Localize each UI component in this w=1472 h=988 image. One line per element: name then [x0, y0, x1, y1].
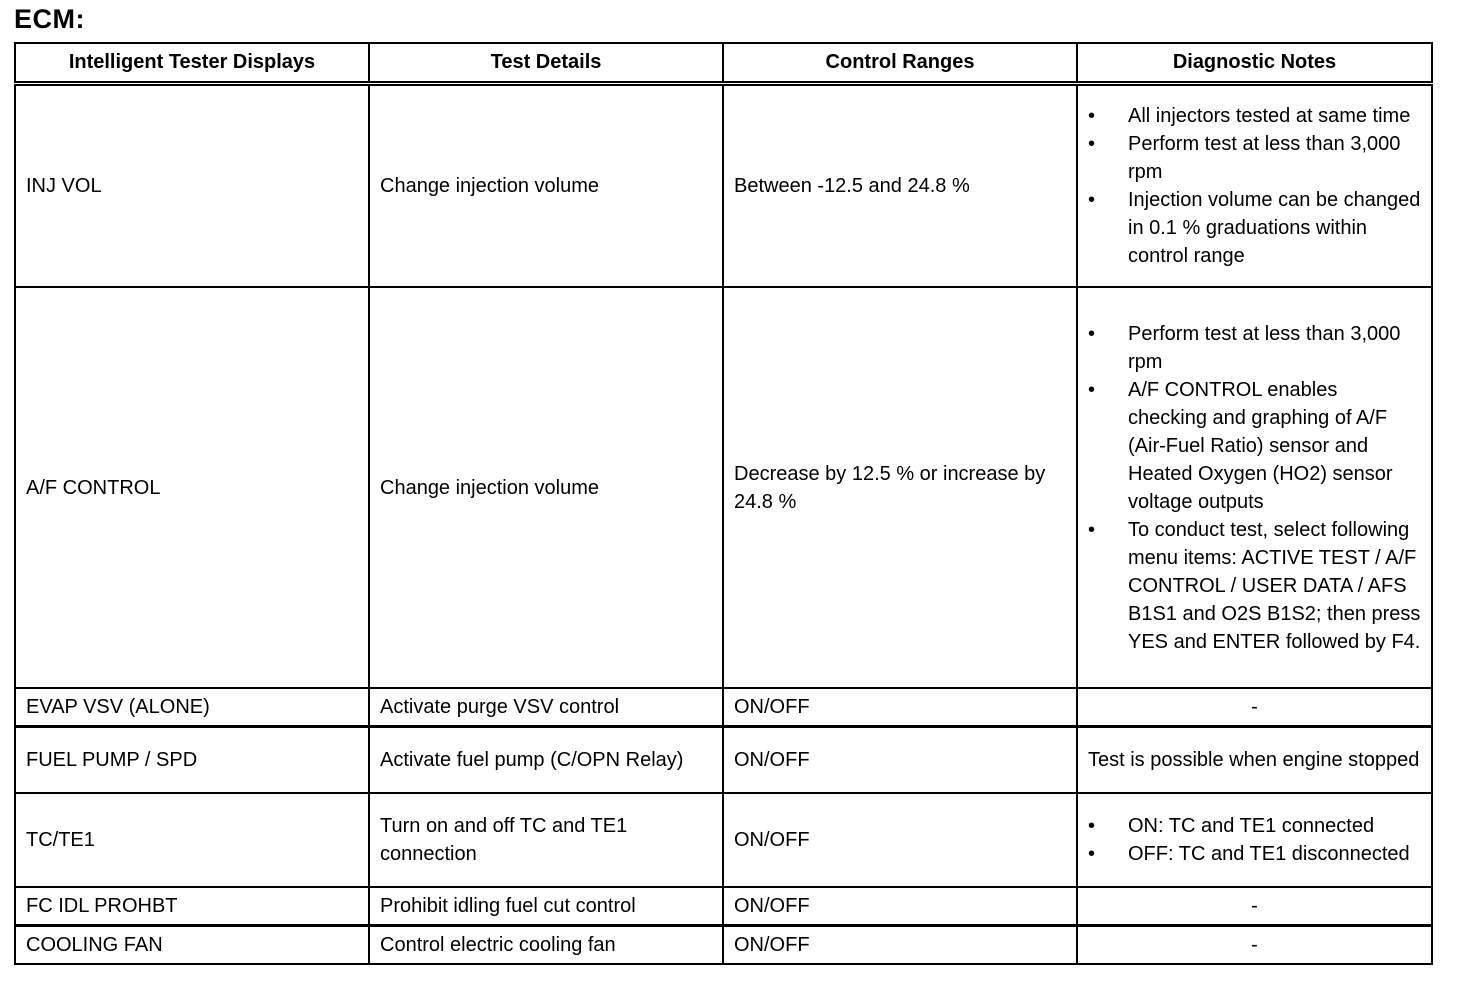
- table-row: [15, 793, 1432, 887]
- table-row: [15, 287, 1432, 688]
- table-row: [15, 83, 1432, 287]
- details-cell: Control electric cooling fan: [369, 925, 723, 964]
- notes-list: [1088, 812, 1421, 868]
- note-item: • Perform test at less than 3,000 rpm: [1088, 130, 1421, 186]
- note-item: • A/F CONTROL enables checking and graphing of A/F (Air-Fuel Ratio) sensor and Heated Oxygen (HO2) sensor voltage outputs: [1088, 376, 1421, 516]
- range-cell: ON/OFF: [723, 887, 1077, 925]
- display-cell: EVAP VSV (ALONE): [15, 688, 369, 726]
- details-cell: Turn on and off TC and TE1 connection: [369, 793, 723, 887]
- details-cell: Activate fuel pump (C/OPN Relay): [369, 726, 723, 793]
- notes-cell: [1077, 287, 1432, 688]
- notes-list: [1088, 320, 1421, 656]
- table-row: [15, 887, 1432, 925]
- notes-cell: [1077, 793, 1432, 887]
- range-cell: Decrease by 12.5 % or increase by 24.8 %: [723, 287, 1077, 688]
- details-cell: Activate purge VSV control: [369, 688, 723, 726]
- range-cell: Between -12.5 and 24.8 %: [723, 83, 1077, 287]
- header-test-details: Test Details: [369, 43, 723, 83]
- display-cell: TC/TE1: [15, 793, 369, 887]
- notes-cell: -: [1077, 688, 1432, 726]
- note-item: • Perform test at less than 3,000 rpm: [1088, 320, 1421, 376]
- table-header-row: [15, 43, 1432, 83]
- range-cell: ON/OFF: [723, 726, 1077, 793]
- note-item: • ON: TC and TE1 connected: [1088, 812, 1421, 840]
- details-cell: Change injection volume: [369, 287, 723, 688]
- notes-cell: -: [1077, 925, 1432, 964]
- display-cell: COOLING FAN: [15, 925, 369, 964]
- note-item: • To conduct test, select following menu items: ACTIVE TEST / A/F CONTROL / USER DATA / AFS B1S1 and O2S B1S2; then press YES and ENTER followed by F4.: [1088, 516, 1421, 656]
- table-row: [15, 726, 1432, 793]
- note-item: • OFF: TC and TE1 disconnected: [1088, 840, 1421, 868]
- display-cell: FUEL PUMP / SPD: [15, 726, 369, 793]
- notes-cell: Test is possible when engine stopped: [1077, 726, 1432, 793]
- details-cell: Prohibit idling fuel cut control: [369, 887, 723, 925]
- notes-list: [1088, 102, 1421, 270]
- ecm-active-test-table: [14, 42, 1433, 965]
- note-item: • Injection volume can be changed in 0.1 % graduations within control range: [1088, 186, 1421, 270]
- table-row: [15, 688, 1432, 726]
- header-tester-displays: Intelligent Tester Displays: [15, 43, 369, 83]
- details-cell: Change injection volume: [369, 83, 723, 287]
- notes-cell: -: [1077, 887, 1432, 925]
- notes-cell: [1077, 83, 1432, 287]
- display-cell: FC IDL PROHBT: [15, 887, 369, 925]
- header-diagnostic-notes: Diagnostic Notes: [1077, 43, 1432, 83]
- table-row: [15, 925, 1432, 964]
- display-cell: INJ VOL: [15, 83, 369, 287]
- display-cell: A/F CONTROL: [15, 287, 369, 688]
- range-cell: ON/OFF: [723, 688, 1077, 726]
- range-cell: ON/OFF: [723, 925, 1077, 964]
- header-control-ranges: Control Ranges: [723, 43, 1077, 83]
- note-item: • All injectors tested at same time: [1088, 102, 1421, 130]
- page-title: ECM:: [14, 4, 85, 34]
- range-cell: ON/OFF: [723, 793, 1077, 887]
